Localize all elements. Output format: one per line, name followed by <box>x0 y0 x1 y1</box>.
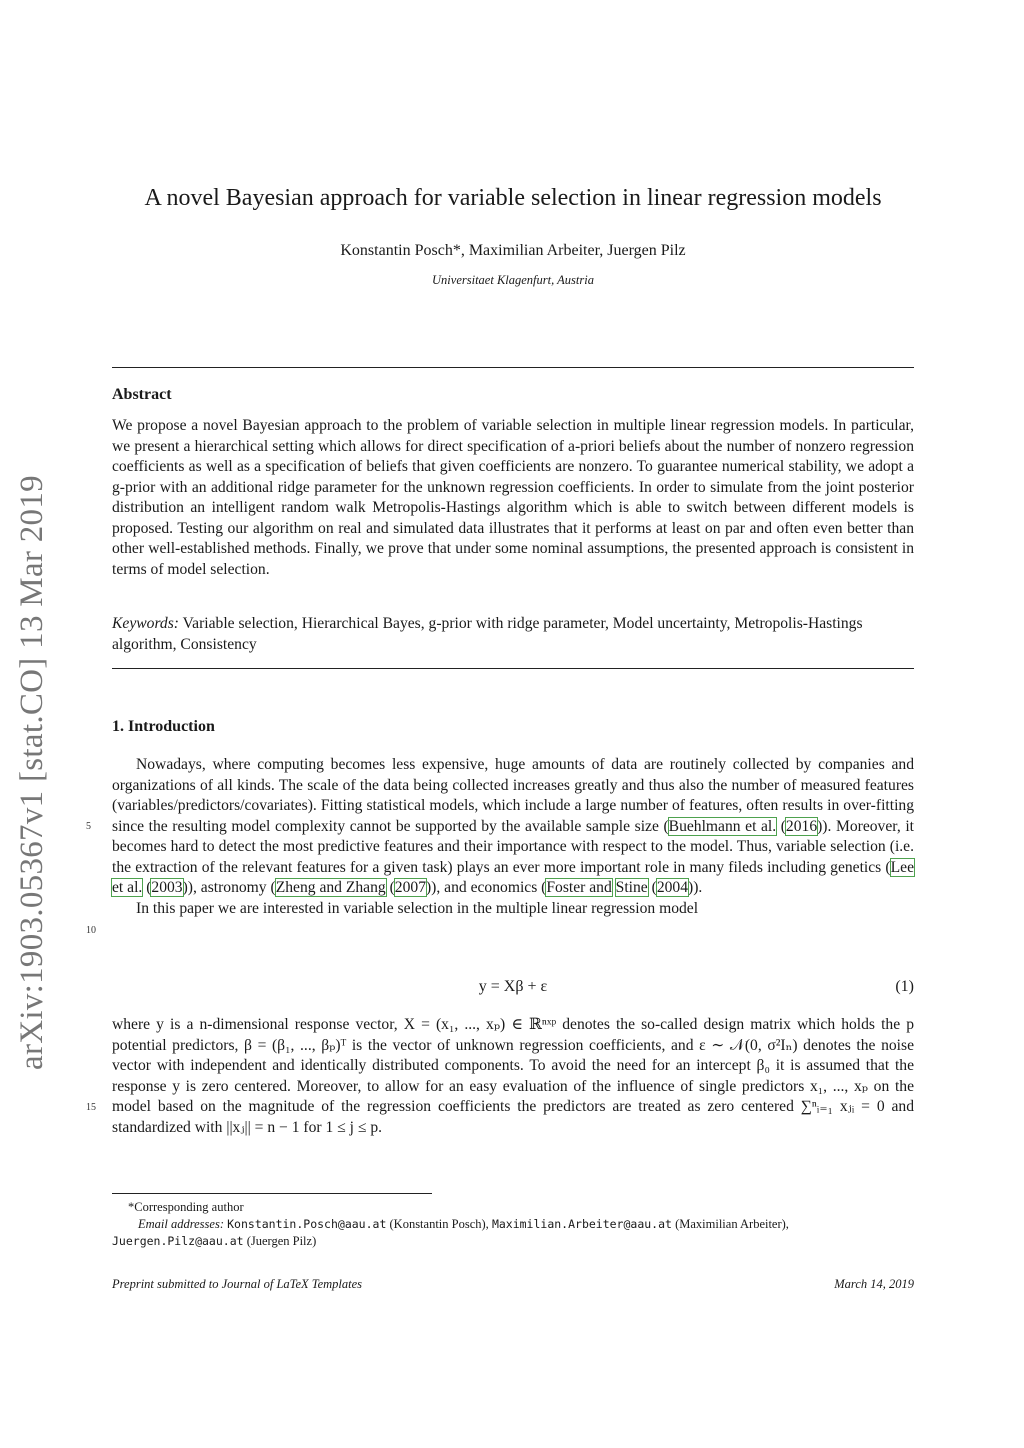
line-number: 15 <box>86 1102 96 1113</box>
introduction-body <box>112 755 914 919</box>
equation-formula: y = Xβ + ε <box>478 978 548 995</box>
email-addresses-line-2: Juergen.Pilz@aau.at (Juergen Pilz) <box>112 1234 317 1248</box>
email-link[interactable]: Konstantin.Posch@aau.at <box>227 1217 387 1231</box>
paper-title: A novel Bayesian approach for variable selection in linear regression models <box>144 185 882 211</box>
bottom-rule <box>112 668 914 669</box>
page-footer <box>112 1277 914 1292</box>
section-heading-introduction: 1. Introduction <box>112 718 215 735</box>
citation-link[interactable]: Buehlmann et al. <box>668 817 777 835</box>
keywords-list: Variable selection, Hierarchical Bayes, g-prior with ridge parameter, Model uncertainty, Metropolis-Hastings algorithm, Consistency <box>112 615 863 653</box>
intro-paragraph-2: In this paper we are interested in variable selection in the multiple linear regression model <box>136 899 699 917</box>
line-number: 5 <box>86 821 91 832</box>
line-number: 10 <box>86 925 96 936</box>
citation-link[interactable]: Foster and <box>546 879 612 896</box>
top-rule <box>112 367 914 368</box>
footer-date: March 14, 2019 <box>834 1277 914 1291</box>
footnote <box>112 1199 914 1250</box>
corresponding-author-note: *Corresponding author <box>128 1200 244 1214</box>
footnote-rule <box>112 1193 432 1194</box>
citation-year-link[interactable]: 2004 <box>656 879 689 896</box>
equation-1 <box>112 978 914 1000</box>
citation-year-link[interactable]: 2003 <box>151 879 183 896</box>
citation-link[interactable]: Zheng and Zhang <box>275 879 386 896</box>
citation-link[interactable]: Stine <box>615 879 648 896</box>
citation-link[interactable]: Lee et al. <box>112 858 914 896</box>
citation-year-link[interactable]: 2007 <box>394 879 426 896</box>
footer-journal: Preprint submitted to Journal of LaTeX Templates <box>112 1277 363 1291</box>
abstract-heading: Abstract <box>112 386 172 403</box>
email-addresses-line: Email addresses: Konstantin.Posch@aau.at (Konstantin Posch), Maximilian.Arbeiter@aau.at (Maximilian Arbeiter), <box>138 1217 789 1231</box>
equation-number: (1) <box>895 978 914 995</box>
abstract-text: We propose a novel Bayesian approach to the problem of variable selection in multiple linear regression models. In particular, we present a hierarchical setting which allows for direct specification of a-priori beliefs about the number of nonzero regression coefficients as well as a specification of beliefs that given coefficients are nonzero. To guarantee numerical stability, we adopt a g-prior with an additional ridge parameter for the unknown regression coefficients. In order to simulate from the joint posterior distribution an intelligent random walk Metropolis-Hastings algorithm which is able to switch between different models is proposed. Testing our algorithm on real and simulated data illustrates that it performs at least on par and often even better than other well-established methods. Finally, we prove that under some nominal assumptions, the presented approach is consistent in terms of model selection. <box>112 417 914 578</box>
email-link[interactable]: Juergen.Pilz@aau.at <box>112 1234 244 1248</box>
keywords-label: Keywords: <box>112 615 179 632</box>
author-list: Konstantin Posch*, Maximilian Arbeiter, Juergen Pilz <box>340 242 686 259</box>
arxiv-side-stamp: arXiv:1903.05367v1 [stat.CO] 13 Mar 2019 <box>14 475 50 1070</box>
affiliation: Universitaet Klagenfurt, Austria <box>432 273 594 287</box>
citation-year-link[interactable]: 2016 <box>785 817 818 835</box>
keywords <box>112 614 914 655</box>
intro-paragraph-3: where y is a n-dimensional response vector, X = (x₁, ..., xₚ) ∈ ℝⁿˣᵖ denotes the so-called design matrix which holds the p potential predictors, β = (β₁, ..., βₚ)ᵀ is the vector of unknown regression coefficients, and ε ∼ 𝒩(0, σ²Iₙ) denotes the noise vector with independent and identically distributed components. To avoid the need for an intercept β₀ it is assumed that the response y is zero centered. Moreover, to allow for an easy evaluation of the influence of single predictors x₁, ..., xₚ on the model based on the magnitude of the regression coefficients the predictors are treated as zero centered ∑ⁿᵢ₌₁ xⱼᵢ = 0 and standardized with ||xⱼ|| = n − 1 for 1 ≤ j ≤ p. <box>112 1016 914 1136</box>
intro-paragraph-1: Nowadays, where computing becomes less expensive, huge amounts of data are routinely collected by companies and organizations of all kinds. The scale of the data being collected increases greatly and thus also the number of measured features (variables/predictors/covariates). Fitting statistical models, which include a large number of features, often results in over-fitting since the resulting model complexity cannot be supported by the available sample size (Buehlmann et al. (2016)). Moreover, it becomes hard to detect the most predictive features and their importance with respect to the model. Thus, variable selection (i.e. the extraction of the relevant features for a given task) plays an ever more important role in many fileds including genetics (Lee et al. (2003)), astronomy (Zheng and Zhang (2007)), and economics (Foster and Stine (2004)). <box>112 756 914 896</box>
email-link[interactable]: Maximilian.Arbeiter@aau.at <box>491 1217 672 1231</box>
